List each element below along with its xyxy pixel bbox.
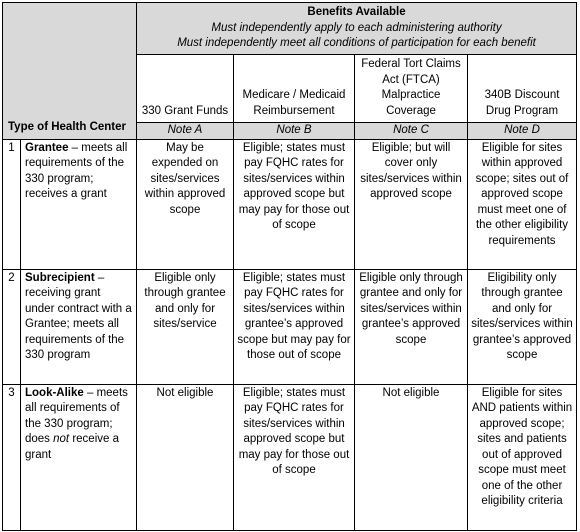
cell-330-grant: May be expended on sites/services within approved scope bbox=[137, 139, 234, 269]
type-name: Look-Alike bbox=[25, 386, 84, 399]
type-subrecipient bbox=[21, 269, 137, 384]
benefits-subtitle-conditions: Must independently meet all conditions of participation for each benefit bbox=[177, 37, 536, 49]
column-header-340b: 340B Discount Drug Program bbox=[468, 55, 577, 123]
type-description-emphasis: not bbox=[53, 433, 70, 445]
type-look-alike bbox=[21, 384, 137, 530]
row-number: 1 bbox=[3, 139, 21, 269]
type-grantee bbox=[21, 139, 137, 269]
type-description: – meets all requirements of the 330 program; receives a grant bbox=[25, 141, 128, 200]
table-row bbox=[3, 269, 577, 384]
note-b: Note B bbox=[234, 123, 355, 140]
cell-medicare-medicaid: Eligible; states must pay FQHC rates for sites/services within approved scope but may pay for those out of scope bbox=[234, 384, 355, 530]
row-number: 2 bbox=[3, 269, 21, 384]
cell-340b: Eligibility only through grantee and only for sites/services within grantee’s approved scope bbox=[468, 269, 577, 384]
note-d: Note D bbox=[468, 123, 577, 140]
cell-340b: Eligible for sites AND patients within approved scope; sites and patients out of approved scope must meet one of the other eligibility criteria bbox=[468, 384, 577, 530]
table-row bbox=[3, 384, 577, 530]
type-name: Grantee bbox=[25, 141, 69, 154]
column-header-medicare-medicaid: Medicare / Medicaid Reimbursement bbox=[234, 55, 355, 123]
benefits-title: Benefits Available bbox=[307, 6, 406, 18]
cell-ftca: Eligible only through grantee and only for sites/services within grantee’s approved scope bbox=[355, 269, 468, 384]
benefits-subtitle-apply: Must independently apply to each administering authority bbox=[211, 21, 502, 34]
cell-medicare-medicaid: Eligible; states must pay FQHC rates for sites/services within approved scope but may pay for those out of scope bbox=[234, 139, 355, 269]
table-row bbox=[3, 139, 577, 269]
type-of-health-center-label: Type of Health Center bbox=[8, 121, 126, 133]
type-description-end: receive a grant bbox=[25, 433, 119, 461]
cell-330-grant: Eligible only through grantee and only for sites/service bbox=[137, 269, 234, 384]
cell-340b: Eligible for sites within approved scope; sites out of approved scope must meet one of the other eligibility requirements bbox=[468, 139, 577, 269]
cell-medicare-medicaid: Eligible; states must pay FQHC rates for sites/services within grantee’s approved scope but may pay for those out of scope bbox=[234, 269, 355, 384]
type-description: – meets all requirements of the 330 program; does bbox=[25, 386, 128, 445]
cell-ftca: Eligible; but will cover only sites/services within approved scope bbox=[355, 139, 468, 269]
benefits-available-header bbox=[137, 3, 577, 55]
type-description: – receiving grant under contract with a Grantee; meets all requirements of the 330 program bbox=[25, 271, 132, 361]
type-of-health-center-header bbox=[3, 3, 137, 140]
note-c: Note C bbox=[355, 123, 468, 140]
note-a: Note A bbox=[137, 123, 234, 140]
benefits-table bbox=[2, 2, 577, 531]
type-name: Subrecipient bbox=[25, 271, 95, 284]
column-header-330-grant: 330 Grant Funds bbox=[137, 55, 234, 123]
row-number: 3 bbox=[3, 384, 21, 530]
cell-ftca: Not eligible bbox=[355, 384, 468, 530]
cell-330-grant: Not eligible bbox=[137, 384, 234, 530]
column-header-ftca: Federal Tort Claims Act (FTCA) Malpractice Coverage bbox=[355, 55, 468, 123]
